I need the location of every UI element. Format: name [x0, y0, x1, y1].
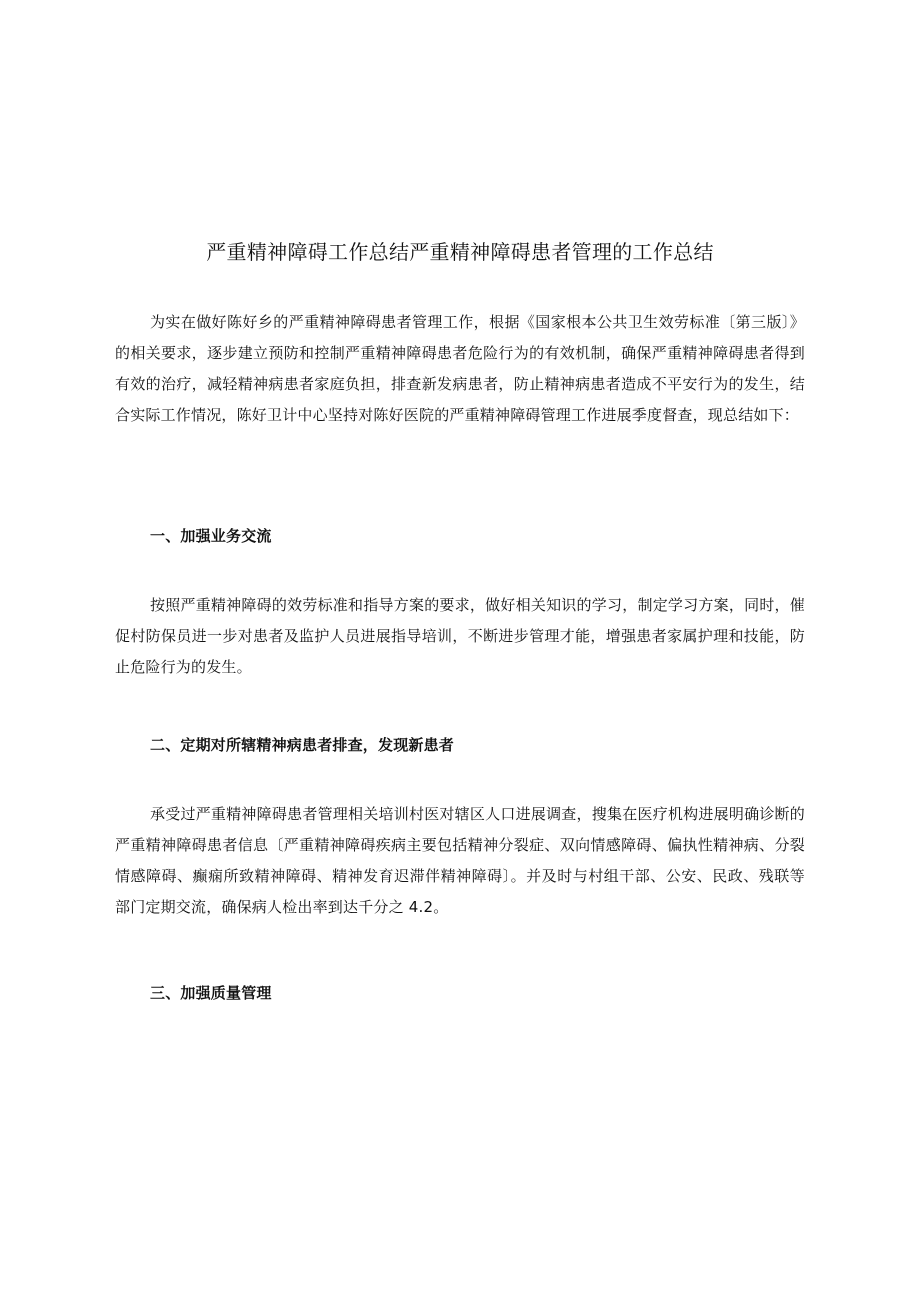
document-title: 严重精神障碍工作总结严重精神障碍患者管理的工作总结	[206, 240, 714, 264]
intro-paragraph: 为实在做好陈好乡的严重精神障碍患者管理工作，根据《国家根本公共卫生效劳标准〔第三版〕》的相关要求，逐步建立预防和控制严重精神障碍患者危险行为的有效机制，确保严重精神障碍患者得到有效的治疗，减轻精神病患者家庭负担，排查新发病患者，防止精神病患者造成不平安行为的发生，结合实际工作情况，陈好卫计中心坚持对陈好医院的严重精神障碍管理工作进展季度督查，现总结如下：	[115, 313, 805, 424]
section-paragraph-1: 按照严重精神障碍的效劳标准和指导方案的要求，做好相关知识的学习，制定学习方案，同时，催促村防保员进一步对患者及监护人员进展指导培训，不断进步管理才能，增强患者家属护理和技能，防止危险行为的发生。	[115, 596, 805, 676]
section-paragraph-2: 承受过严重精神障碍患者管理相关培训村医对辖区人口进展调查，搜集在医疗机构进展明确诊断的严重精神障碍患者信息〔严重精神障碍疾病主要包括精神分裂症、双向情感障碍、偏执性精神病、分裂情感障碍、癫痫所致精神障碍、精神发育迟滞伴精神障碍〕。并及时与村组干部、公安、民政、残联等部门定期交流，确保病人检出率到达千分之 4.2。	[115, 805, 805, 916]
section-heading-2: 二、定期对所辖精神病患者排查，发现新患者	[150, 736, 455, 754]
section-heading-1: 一、加强业务交流	[150, 527, 272, 545]
section-heading-3: 三、加强质量管理	[150, 984, 272, 1002]
